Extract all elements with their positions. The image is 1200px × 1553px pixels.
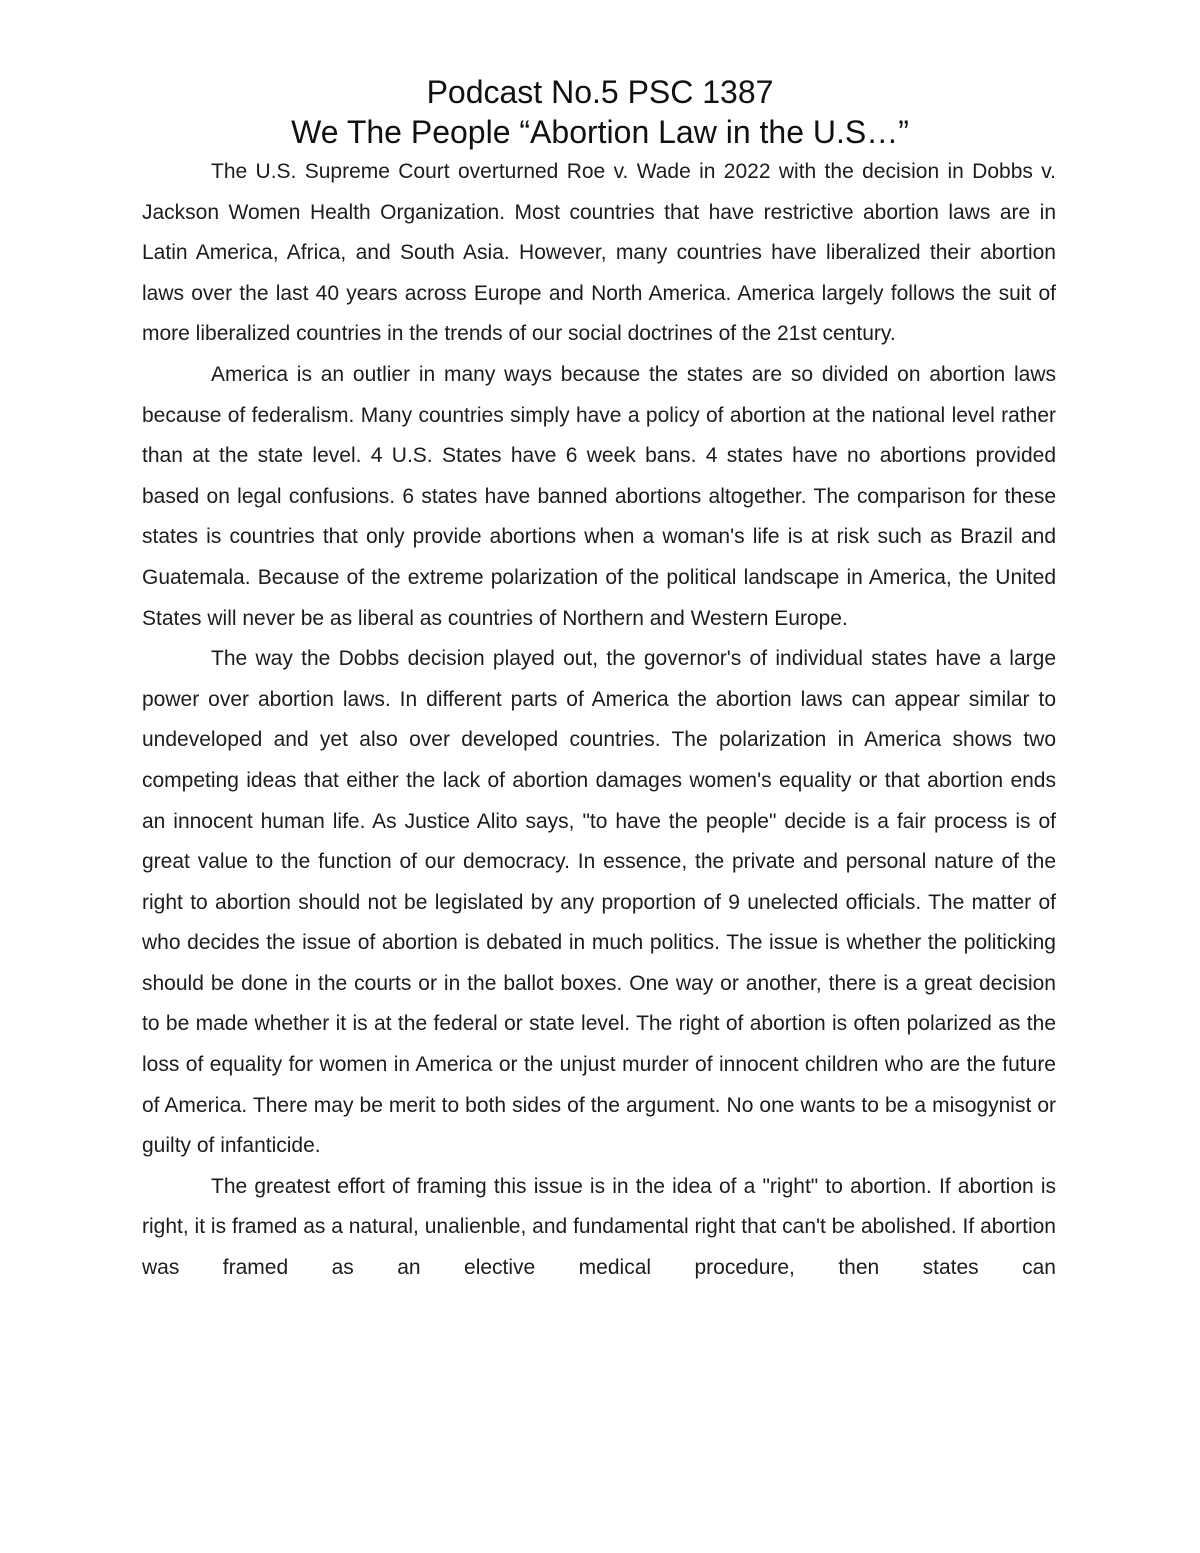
paragraph-1: The U.S. Supreme Court overturned Roe v. Wade in 2022 with the decision in Dobbs v. Jackson Women Health Organization. Most countries that have restrictive abortion laws are in Latin America, Africa, and South Asia. However, many countries have liberalized their abortion laws over the last 40 years across Europe and North America. America largely follows the suit of more liberalized countries in the trends of our social doctrines of the 21st century. xyxy=(142,160,1056,346)
page-subtitle: We The People “Abortion Law in the U.S…” xyxy=(291,114,909,150)
paragraph-3: The way the Dobbs decision played out, the governor's of individual states have a large power over abortion laws. In different parts of America the abortion laws can appear similar to undeveloped and yet also over developed countries. The polarization in America shows two competing ideas that either the lack of abortion damages women's equality or that abortion ends an innocent human life. As Justice Alito says, "to have the people" decide is a fair process is of great value to the function of our democracy. In essence, the private and personal nature of the right to abortion should not be legislated by any proportion of 9 unelected officials. The matter of who decides the issue of abortion is debated in much politics. The issue is whether the politicking should be done in the courts or in the ballot boxes. One way or another, there is a great decision to be made whether it is at the federal or state level. The right of abortion is often polarized as the loss of equality for women in America or the unjust murder of innocent children who are the future of America. There may be merit to both sides of the argument. No one wants to be a misogynist or guilty of infanticide. xyxy=(142,647,1056,1158)
title-block xyxy=(0,72,1200,152)
paragraph-4: The greatest effort of framing this issue is in the idea of a "right" to abortion. If abortion is right, it is framed as a natural, unalienble, and fundamental right that can't be abolished. If abortion was framed as an elective medical procedure, then states can xyxy=(142,1174,1056,1280)
body-text xyxy=(142,152,1056,1289)
paragraph-2: America is an outlier in many ways because the states are so divided on abortion laws because of federalism. Many countries simply have a policy of abortion at the national level rather than at the state level. 4 U.S. States have 6 week bans. 4 states have no abortions provided based on legal confusions. 6 states have banned abortions altogether. The comparison for these states is countries that only provide abortions when a woman's life is at risk such as Brazil and Guatemala. Because of the extreme polarization of the political landscape in America, the United States will never be as liberal as countries of Northern and Western Europe. xyxy=(142,362,1056,630)
page-title: Podcast No.5 PSC 1387 xyxy=(426,74,774,110)
